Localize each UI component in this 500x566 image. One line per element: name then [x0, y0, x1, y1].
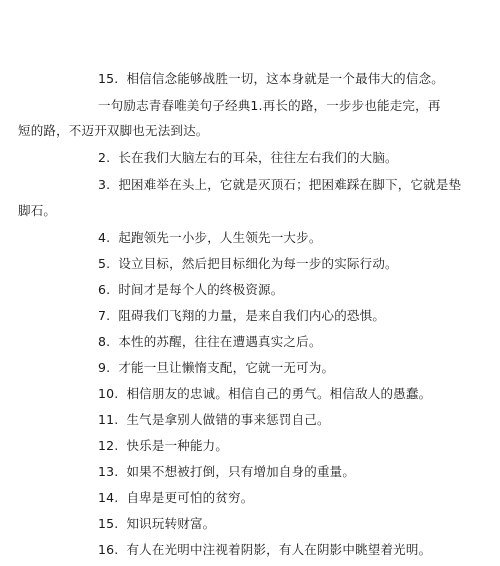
item-text: 有人在光明中注视着阴影，有人在阴影中眺望着光明。 [126, 542, 432, 557]
item-number: 11. [98, 412, 119, 427]
item-number: 15. [98, 71, 119, 86]
item-text: 起跑领先一小步，人生领先一大步。 [118, 230, 322, 245]
item-number: 9. [98, 360, 111, 375]
item-number: 13. [98, 464, 119, 479]
item-text: 把困难举在头上，它就是灭顶石；把困难踩在脚下，它就是垫 [118, 177, 462, 192]
intro-line-2 [18, 123, 209, 139]
item-number: 3. [98, 177, 111, 192]
item-line-13 [98, 464, 355, 480]
item-number: 6. [98, 282, 111, 297]
item-number: 14. [98, 490, 119, 505]
item-text: 本性的苏醒，往往在遭遇真实之后。 [118, 334, 322, 349]
item-text: 脚石。 [18, 203, 57, 218]
item-line-7 [98, 308, 385, 324]
item-text: 生气是拿别人做错的事来惩罚自己。 [126, 412, 330, 427]
item-line-9 [98, 360, 334, 376]
item-line-16 [98, 542, 431, 558]
item-number: 15. [98, 516, 119, 531]
item-text: 才能一旦让懒惰支配，它就一无可为。 [118, 360, 335, 375]
item-line-15b [98, 516, 215, 532]
item-text: 快乐是一种能力。 [126, 438, 229, 453]
item-line-10 [98, 386, 431, 402]
item-text: 相信朋友的忠诚。相信自己的勇气。相信敌人的愚蠢。 [126, 386, 432, 401]
item-line-6 [98, 282, 283, 298]
item-line-12 [98, 438, 228, 454]
item-text: 相信信念能够战胜一切，这本身就是一个最伟大的信念。 [126, 71, 444, 86]
item-text: 一句励志青春唯美句子经典1.再长的路，一步步也能走完，再 [98, 98, 441, 113]
item-line-5 [98, 256, 398, 272]
item-line-2 [98, 150, 398, 166]
item-line-8 [98, 334, 322, 350]
item-number: 12. [98, 438, 119, 453]
item-line-11 [98, 412, 330, 428]
item-number: 7. [98, 308, 111, 323]
item-text: 阻碍我们飞翔的力量，是来自我们内心的恐惧。 [118, 308, 386, 323]
item-text: 如果不想被打倒，只有增加自身的重量。 [126, 464, 356, 479]
item-text: 自卑是更可怕的贫穷。 [126, 490, 254, 505]
item-text: 时间才是每个人的终极资源。 [118, 282, 284, 297]
item-line-3-cont [18, 203, 56, 219]
item-text: 知识玩转财富。 [126, 516, 216, 531]
item-line-15a [98, 71, 444, 87]
item-number: 4. [98, 230, 111, 245]
item-number: 5. [98, 256, 111, 271]
item-number: 16. [98, 542, 119, 557]
item-number: 8. [98, 334, 111, 349]
item-text: 长在我们大脑左右的耳朵，往往左右我们的大脑。 [118, 150, 398, 165]
item-text: 设立目标，然后把目标细化为每一步的实际行动。 [118, 256, 398, 271]
item-text: 短的路，不迈开双脚也无法到达。 [18, 123, 209, 138]
item-line-14 [98, 490, 254, 506]
item-number: 10. [98, 386, 119, 401]
item-line-3 [98, 177, 461, 193]
item-number: 2. [98, 150, 111, 165]
intro-line-1 [98, 98, 441, 114]
item-line-4 [98, 230, 322, 246]
